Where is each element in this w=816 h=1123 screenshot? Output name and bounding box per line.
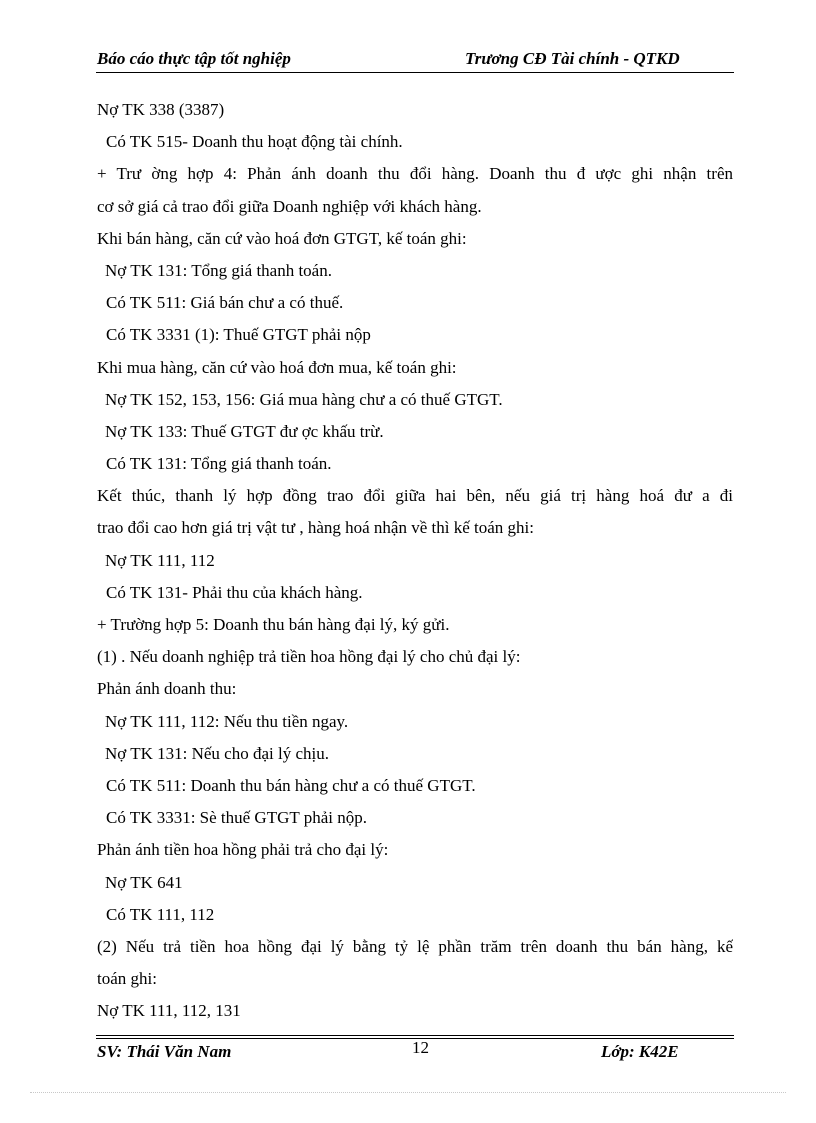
- footer-rule-top: [96, 1035, 734, 1036]
- text-line: Có TK 131: Tổng giá thanh toán.: [106, 454, 332, 474]
- text-line: Nợ TK 111, 112: [105, 550, 215, 570]
- page-number: 12: [412, 1038, 429, 1057]
- text-line: + Trư ờng hợp 4: Phản ánh doanh thu đổi hàng. Doanh thu đ ược ghi nhận trên: [97, 164, 733, 184]
- header-school-name: Trương CĐ Tài chính - QTKD: [465, 49, 680, 68]
- text-line: toán ghi:: [97, 969, 157, 989]
- text-line: Nợ TK 131: Tổng giá thanh toán.: [105, 260, 332, 280]
- text-line: trao đổi cao hơn giá trị vật tư , hàng hoá nhận về thì kế toán ghi:: [97, 518, 534, 538]
- text-line: Có TK 515- Doanh thu hoạt động tài chính.: [106, 132, 403, 152]
- text-line: Nợ TK 641: [105, 872, 183, 892]
- text-line: (2) Nếu trả tiền hoa hồng đại lý bằng tỷ lệ phần trăm trên doanh thu bán hàng, kế: [97, 936, 733, 956]
- text-line: Phản ánh doanh thu:: [97, 679, 237, 699]
- text-line: (1) . Nếu doanh nghiệp trả tiền hoa hồng đại lý cho chủ đại lý:: [97, 647, 521, 667]
- text-line: cơ sở giá cả trao đổi giữa Doanh nghiệp với khách hàng.: [97, 196, 482, 216]
- text-line: Có TK 511: Giá bán chư a có thuế.: [106, 293, 344, 313]
- header-report-title: Báo cáo thực tập tốt nghiệp: [97, 49, 291, 68]
- text-line: Có TK 3331 (1): Thuế GTGT phải nộp: [106, 325, 371, 345]
- text-line: Khi mua hàng, căn cứ vào hoá đơn mua, kế toán ghi:: [97, 357, 457, 377]
- text-line: Nợ TK 131: Nếu cho đại lý chịu.: [105, 743, 329, 763]
- text-line: Nợ TK 133: Thuế GTGT đư ợc khấu trừ.: [105, 421, 384, 441]
- header-rule: [96, 72, 734, 73]
- text-line: Nợ TK 338 (3387): [97, 100, 225, 119]
- body-text: [97, 94, 733, 1027]
- text-line: Phản ánh tiền hoa hồng phải trả cho đại lý:: [97, 840, 389, 860]
- text-line: Có TK 3331: Sè thuế GTGT phải nộp.: [106, 808, 367, 828]
- text-line: Có TK 511: Doanh thu bán hàng chư a có thuế GTGT.: [106, 775, 476, 795]
- text-line: Nợ TK 111, 112, 131: [97, 1001, 241, 1021]
- text-line: Có TK 131- Phải thu của khách hàng.: [106, 582, 363, 602]
- text-line: Nợ TK 111, 112: Nếu thu tiền ngay.: [105, 711, 349, 731]
- text-line: + Trường hợp 5: Doanh thu bán hàng đại lý, ký gửi.: [97, 615, 450, 634]
- text-line: Khi bán hàng, căn cứ vào hoá đơn GTGT, kế toán ghi:: [97, 228, 467, 248]
- text-line: Nợ TK 152, 153, 156: Giá mua hàng chư a có thuế GTGT.: [105, 389, 503, 409]
- footer-student-name: SV: Thái Văn Nam: [97, 1042, 232, 1061]
- text-line: Kết thúc, thanh lý hợp đồng trao đổi giữa hai bên, nếu giá trị hàng hoá đư a đi: [97, 486, 733, 506]
- page-bottom-dotted-edge: [30, 1092, 786, 1093]
- text-line: Có TK 111, 112: [106, 904, 215, 924]
- footer-class-label: Lớp: K42E: [601, 1042, 679, 1061]
